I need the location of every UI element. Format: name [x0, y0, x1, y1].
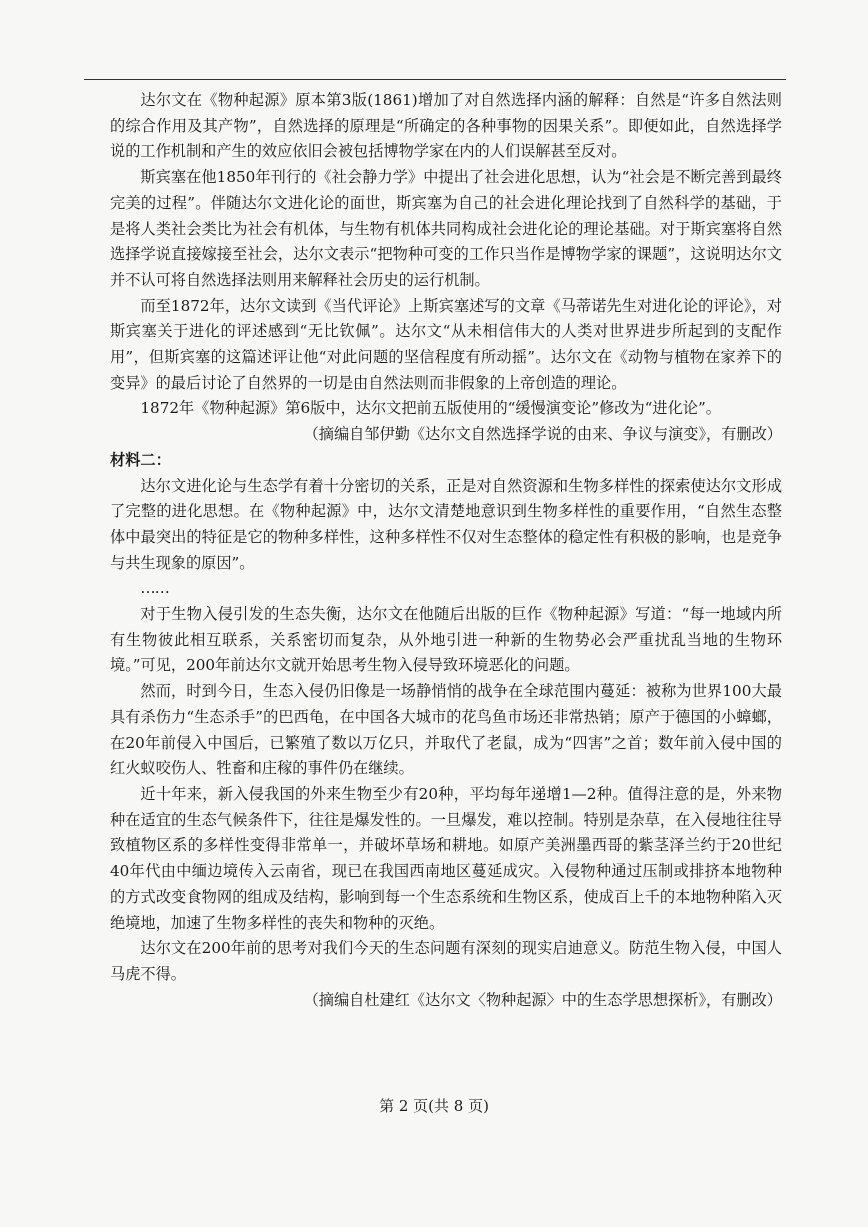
page-number: 第 2 页(共 8 页)	[379, 1097, 489, 1115]
paragraph: 达尔文在200年前的思考对我们今天的生态问题有深刻的现实启迪意义。防范生物入侵，中国人马虎不得。	[110, 939, 782, 983]
paragraph: 达尔文在《物种起源》原本第3版(1861)增加了对自然选择内涵的解释：自然是“许多自然法则的综合作用及其产物”，自然选择的原理是“所确定的各种事物的因果关系”。即便如此，自然选择学说的工作机制和产生的效应依旧会被包括博物学家在内的人们误解甚至反对。	[110, 91, 782, 161]
paragraph: 然而，时到今日，生态入侵仍旧像是一场静悄悄的战争在全球范围内蔓延：被称为世界100大最具有杀伤力“生态杀手”的巴西龟，在中国各大城市的花鸟鱼市场还非常热销；原产于德国的小蟑螂，在20年前侵入中国后，已繁殖了数以万亿只，并取代了老鼠，成为“四害”之首；数年前入侵中国的红火蚁咬伤人、牲畜和庄稼的事件仍在继续。	[110, 682, 782, 778]
paragraph: 对于生物入侵引发的生态失衡，达尔文在他随后出版的巨作《物种起源》写道：“每一地域内所有生物彼此相互联系，关系密切而复杂，从外地引进一种新的生物势必会严重扰乱当地的生物环境。”可见，200年前达尔文就开始思考生物入侵导致环境恶化的问题。	[110, 605, 782, 675]
source-citation-2: （摘编自杜建红《达尔文〈物种起源〉中的生态学思想探析》，有删改）	[303, 990, 782, 1009]
ellipsis: ……	[140, 579, 169, 598]
top-rule	[84, 79, 786, 80]
material-two-heading: 材料二：	[110, 450, 171, 469]
paragraph: 达尔文进化论与生态学有着十分密切的关系，正是对自然资源和生物多样性的探索使达尔文形成了完整的进化思想。在《物种起源》中，达尔文清楚地意识到生物多样性的重要作用，“自然生态整体中最突出的特征是它的物种多样性，这种多样性不仅对生态整体的稳定性有积极的影响，也是竞争与共生现象的原因”。	[110, 476, 782, 572]
source-citation-1: （摘编自邹伊勤《达尔文自然选择学说的由来、争议与演变》，有删改）	[303, 425, 782, 444]
paragraph: 近十年来，新入侵我国的外来生物至少有20种，平均每年递增1—2种。值得注意的是，外来物种在适宜的生态气候条件下，往往是爆发性的。一旦爆发，难以控制。特别是杂草，在入侵地往往导致植物区系的多样性变得非常单一，并破坏草场和耕地。如原产美洲墨西哥的紫茎泽兰约于20世纪40年代由中缅边境传入云南省，现已在我国西南地区蔓延成灾。入侵物种通过压制或排挤本地物种的方式改变食物网的组成及结构，影响到每一个生态系统和生物区系，使成百上千的本地物种陷入灭绝境地，加速了生物多样性的丧失和物种的灭绝。	[110, 784, 782, 932]
paragraph: 而至1872年，达尔文读到《当代评论》上斯宾塞述写的文章《马蒂诺先生对进化论的评论》，对斯宾塞关于进化的评述感到“无比钦佩”。达尔文“从未相信伟大的人类对世界进步所起到的支配作用”，但斯宾塞的这篇述评让他“对此问题的坚信程度有所动摇”。达尔文在《动物与植物在家养下的变异》的最后讨论了自然界的一切是由自然法则而非假象的上帝创造的理论。	[110, 296, 782, 392]
passage-body	[110, 88, 782, 1013]
paragraph: 1872年《物种起源》第6版中，达尔文把前五版使用的“缓慢演变论”修改为“进化论”。	[140, 399, 721, 418]
paragraph: 斯宾塞在他1850年刊行的《社会静力学》中提出了社会进化思想，认为“社会是不断完善到最终完美的过程”。伴随达尔文进化论的面世，斯宾塞为自己的社会进化理论找到了自然科学的基础，于是将人类社会类比为社会有机体，与生物有机体共同构成社会进化论的理论基础。对于斯宾塞将自然选择学说直接嫁接至社会，达尔文表示“把物种可变的工作只当作是博物学家的课题”，这说明达尔文并不认可将自然选择法则用来解释社会历史的运行机制。	[110, 168, 782, 289]
